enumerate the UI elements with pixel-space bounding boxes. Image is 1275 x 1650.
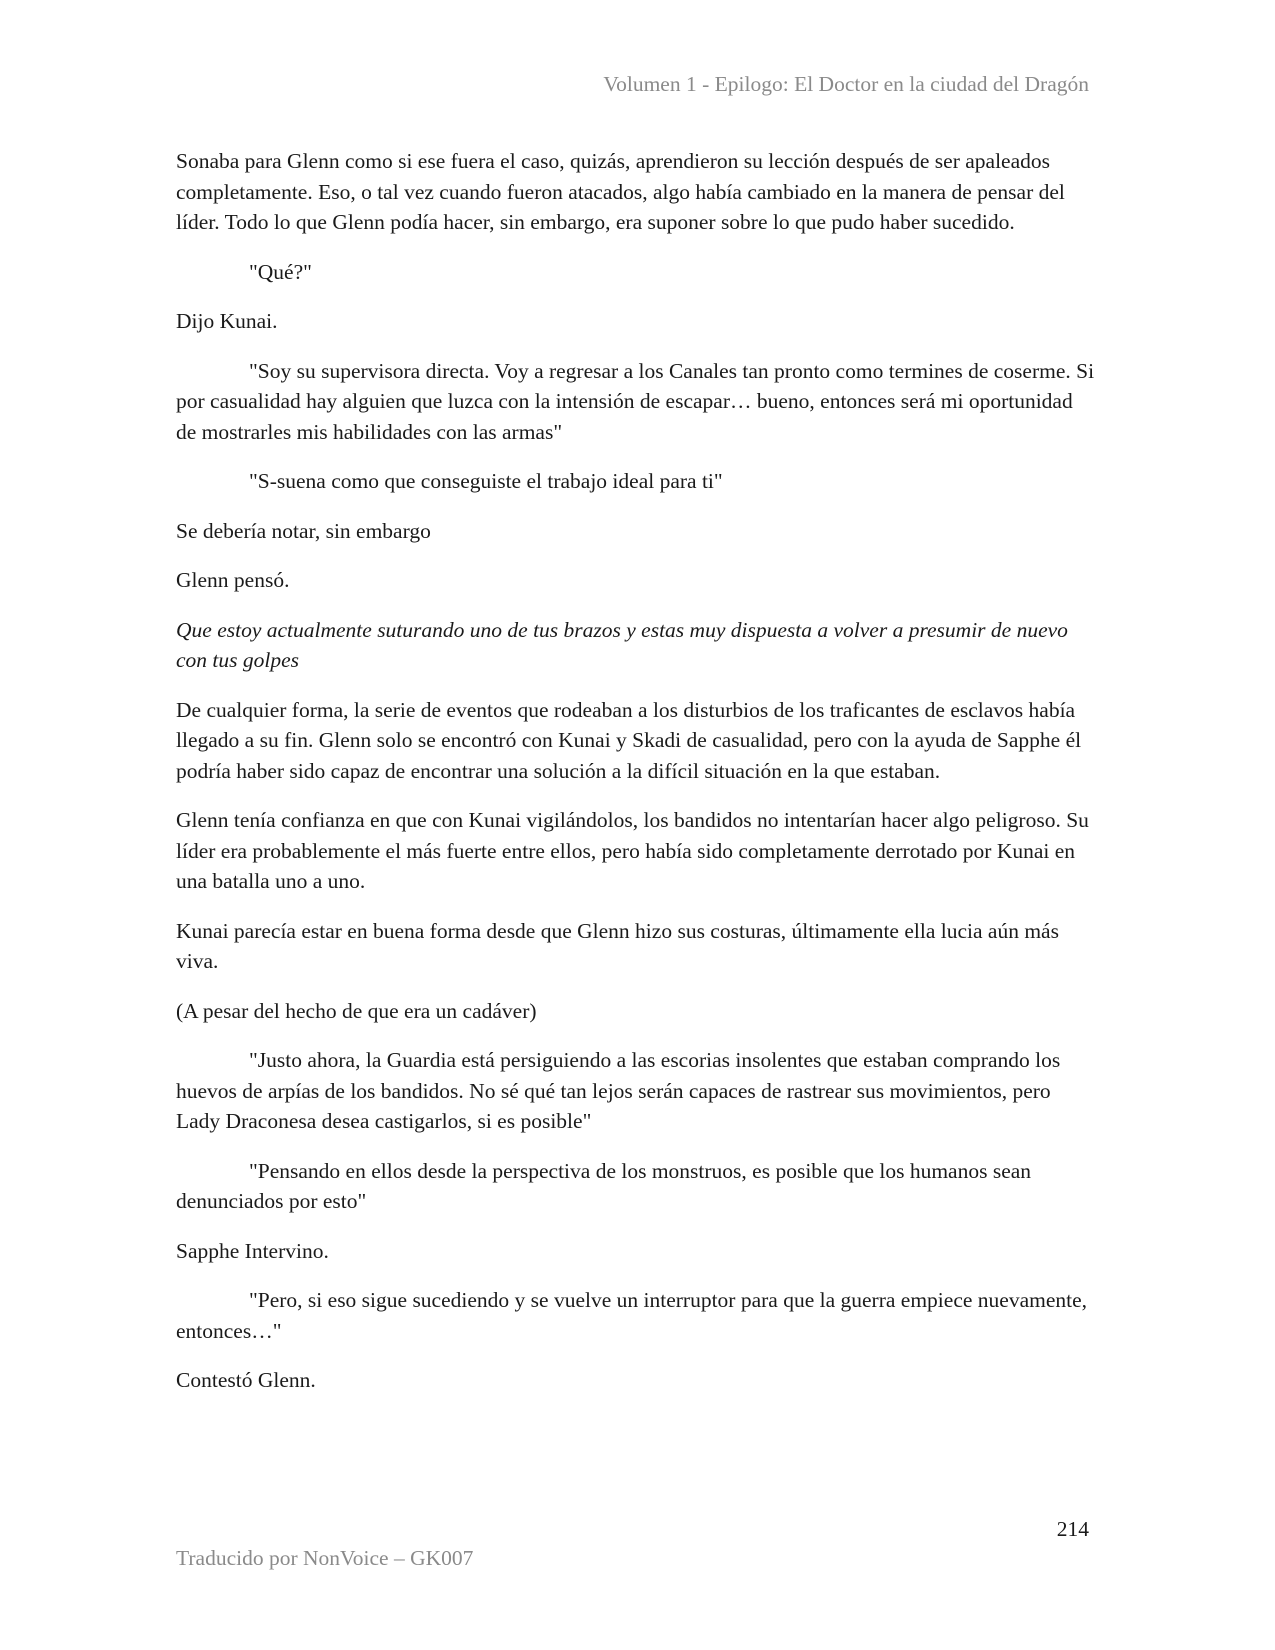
translator-credit: Traducido por NonVoice – GK007 (176, 1546, 474, 1570)
inner-thought: Que estoy actualmente suturando uno de tus brazos y estas muy dispuesta a volver a presumir de nuevo con tus golpes (176, 617, 1068, 672)
paragraph: (A pesar del hecho de que era un cadáver) (176, 998, 537, 1023)
page-body (176, 146, 1096, 1415)
paragraph: De cualquier forma, la serie de eventos que rodeaban a los disturbios de los traficantes de esclavos había llegado a su fin. Glenn solo se encontró con Kunai y Skadi de casualidad, pero con la ayuda de Sapphe él podría haber sido capaz de encontrar una solución a la difícil situación en la que estaban. (176, 697, 1082, 783)
paragraph: Sonaba para Glenn como si ese fuera el caso, quizás, aprendieron su lección después de ser apaleados completamente. Eso, o tal vez cuando fueron atacados, algo había cambiado en la manera de pensar del líder. Todo lo que Glenn podía hacer, sin embargo, era suponer sobre lo que pudo haber sucedido. (176, 149, 1065, 234)
dialogue-line: "S-suena como que conseguiste el trabajo ideal para ti" (249, 469, 723, 493)
paragraph: Dijo Kunai. (176, 309, 278, 333)
paragraph: Kunai parecía estar en buena forma desde que Glenn hizo sus costuras, últimamente ella lucia aún más viva. (176, 918, 1059, 973)
running-header: Volumen 1 - Epilogo: El Doctor en la ciudad del Dragón (603, 72, 1089, 96)
page-number: 214 (1056, 1517, 1089, 1541)
dialogue-line: "Pero, si eso sigue sucediendo y se vuelve un interruptor para que la guerra empiece nuevamente, entonces…" (176, 1288, 1088, 1343)
paragraph: Glenn pensó. (176, 568, 290, 592)
paragraph: Se debería notar, sin embargo (176, 518, 431, 543)
dialogue-line: "Pensando en ellos desde la perspectiva de los monstruos, es posible que los humanos sean denunciados por esto" (176, 1158, 1032, 1213)
paragraph: Glenn tenía confianza en que con Kunai vigilándolos, los bandidos no intentarían hacer algo peligroso. Su líder era probablemente el más fuerte entre ellos, pero había sido completamente derrotado por Kunai en una batalla uno a uno. (176, 808, 1089, 893)
dialogue-line: "Qué?" (249, 259, 312, 284)
paragraph: Contestó Glenn. (176, 1368, 316, 1392)
paragraph: Sapphe Intervino. (176, 1238, 329, 1263)
dialogue-line: "Soy su supervisora directa. Voy a regresar a los Canales tan pronto como termines de coserme. Si por casualidad hay alguien que luzca con la intensión de escapar… bueno, entonces será mi oportunidad de mostrarles mis habilidades con las armas" (176, 358, 1095, 444)
dialogue-line: "Justo ahora, la Guardia está persiguiendo a las escorias insolentes que estaban comprando los huevos de arpías de los bandidos. No sé qué tan lejos serán capaces de rastrear sus movimientos, pero Lady Draconesa desea castigarlos, si es posible" (176, 1048, 1061, 1133)
